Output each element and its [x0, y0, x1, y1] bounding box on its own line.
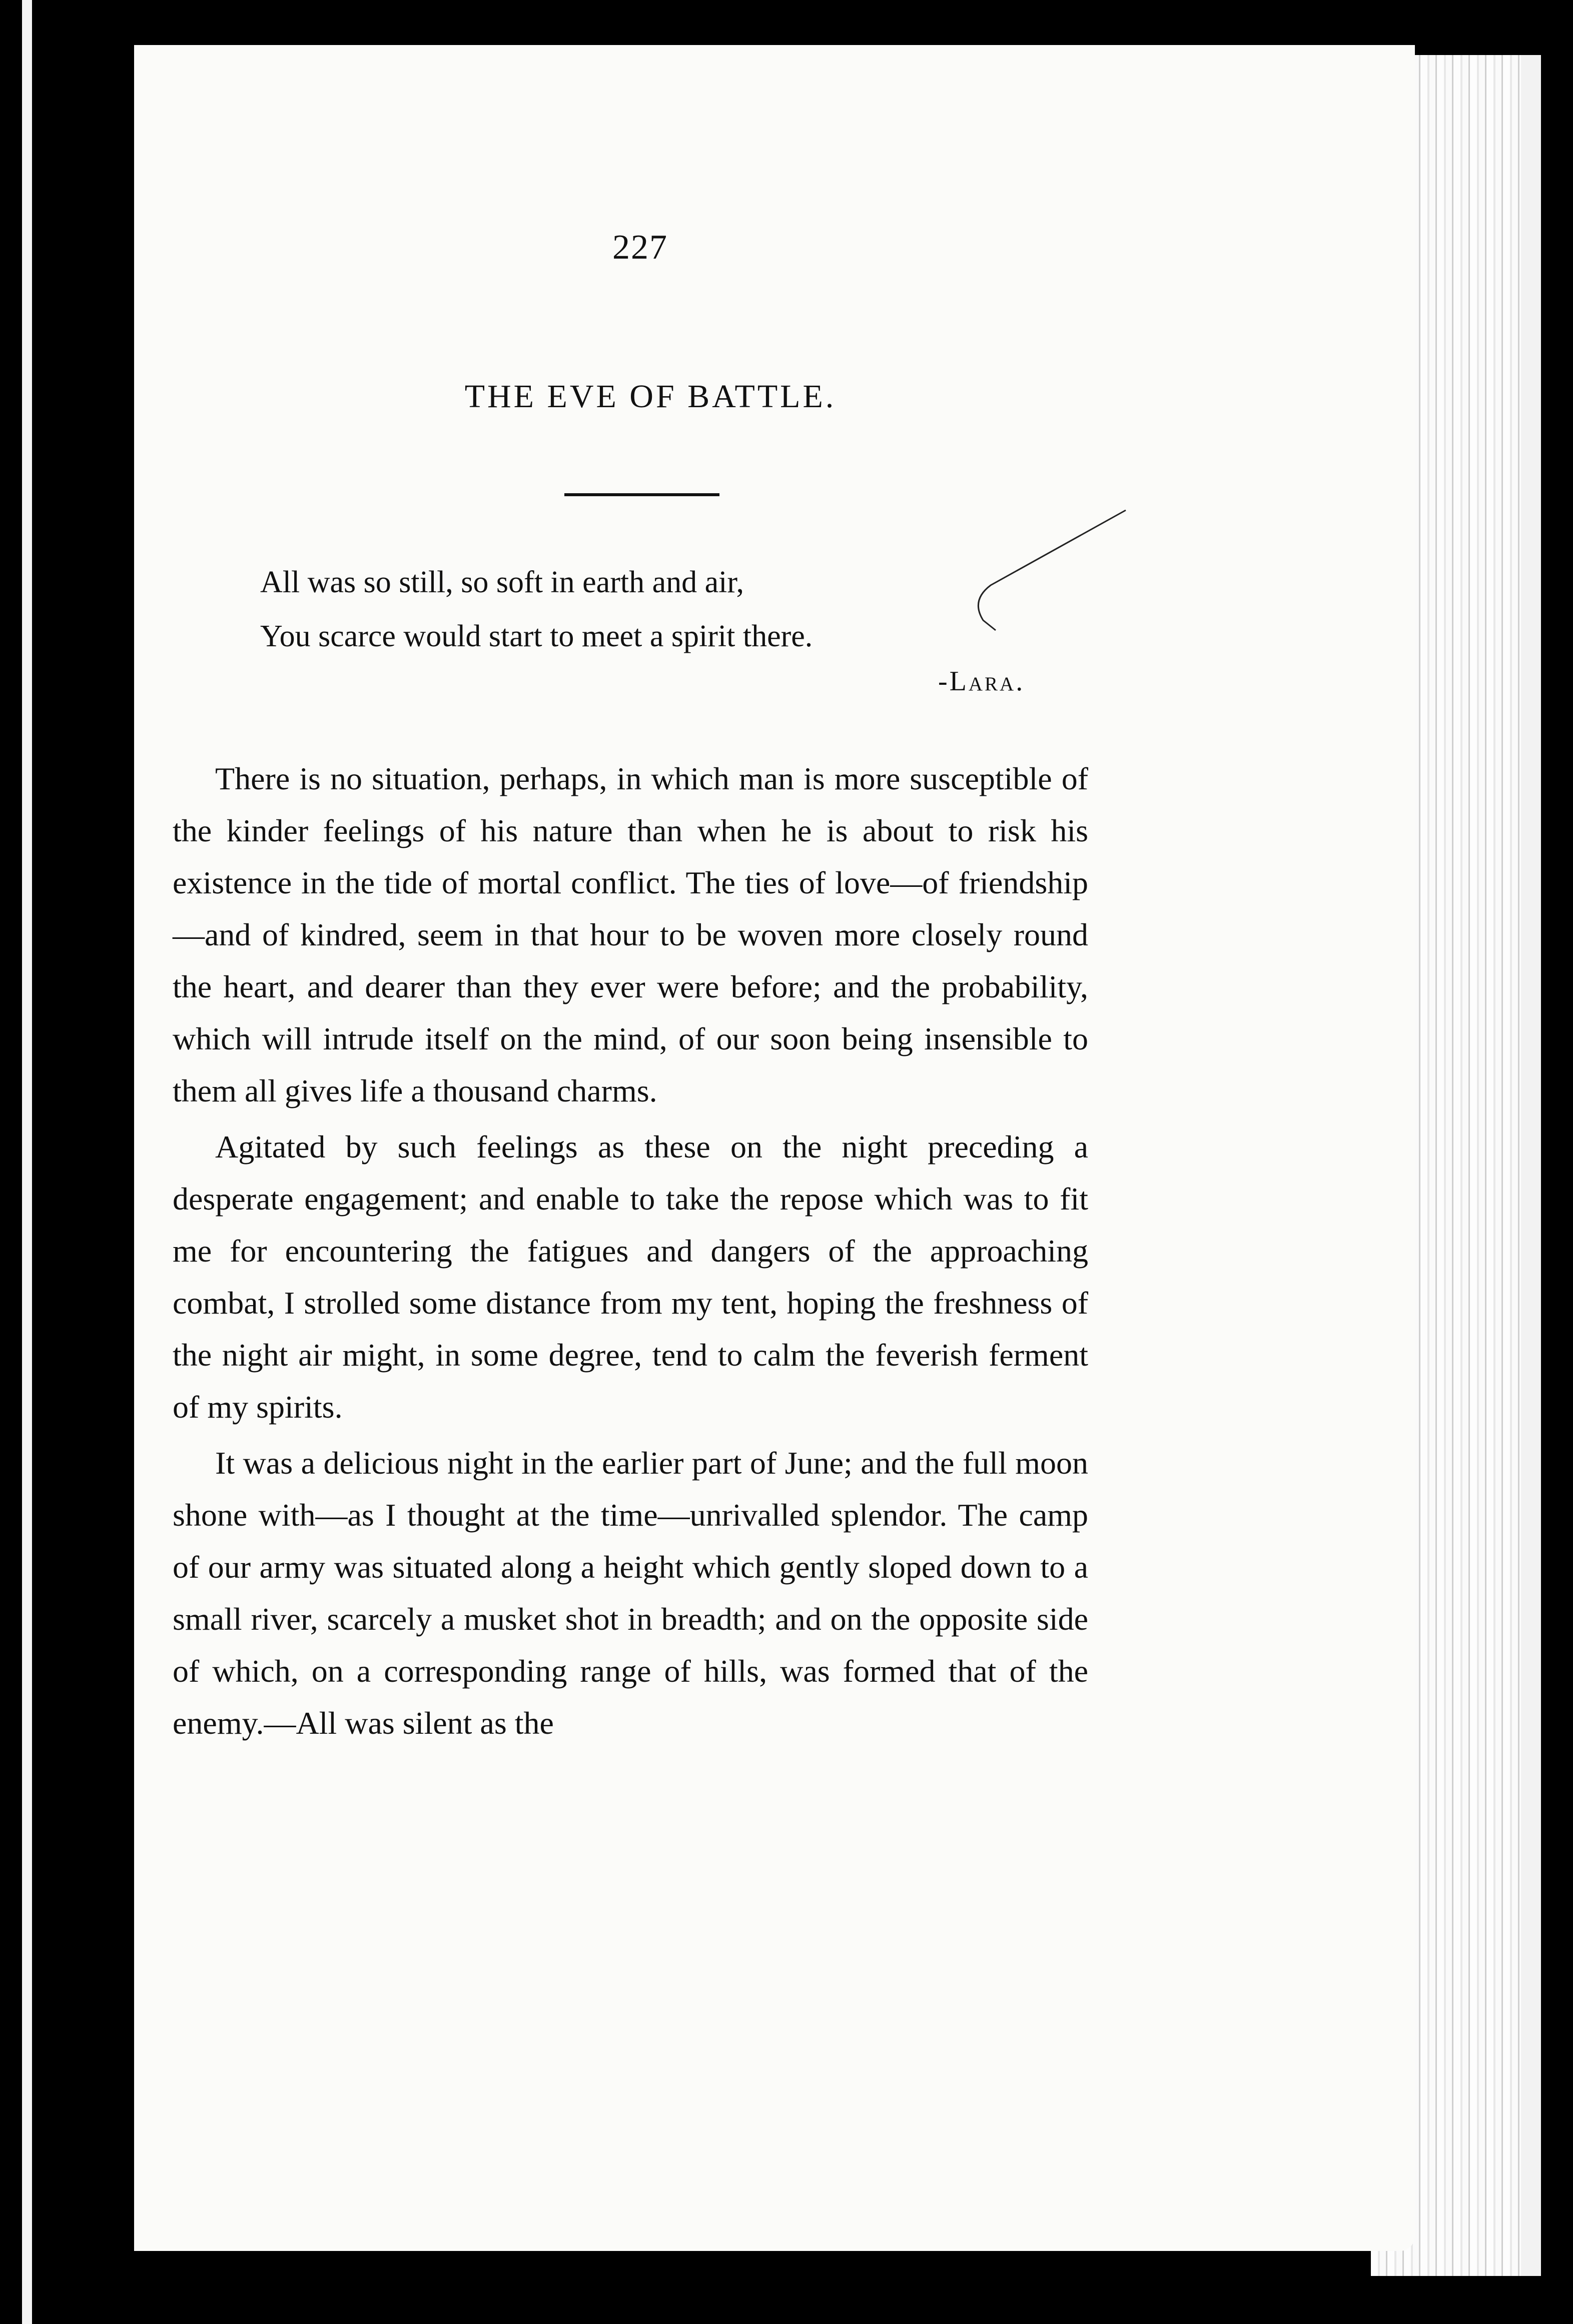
scan-right-border	[1541, 50, 1573, 2324]
chapter-title: THE EVE OF BATTLE.	[464, 378, 837, 415]
body-text	[173, 753, 1088, 1753]
pen-mark	[961, 505, 1136, 650]
paragraph-2: Agitated by such feelings as these on the night preceding a desperate engagement; and enable to take the repose which was to fit me for encountering the fatigues and dangers of the approaching combat, I strolled some distance from my tent, hoping the freshness of the night air might, in some degree, tend to calm the feverish ferment of my spirits.	[173, 1129, 1088, 1425]
epigraph	[260, 555, 813, 663]
page-number: 227	[612, 228, 668, 267]
scan-binding-edge	[22, 0, 32, 2324]
paragraph-1: There is no situation, perhaps, in which man is more susceptible of the kinder feelings of his nature than when he is about to risk his existence in the tide of mortal conflict. The ties of love—of friendship—and of kindred, seem in that hour to be woven more closely round the heart, and dearer than they ever were before; and the probability, which will intrude itself on the mind, of our soon being insensible to them all gives life a thousand charms.	[173, 761, 1088, 1108]
scan-left-border	[0, 0, 134, 2324]
epigraph-attribution: -Lara.	[938, 666, 1025, 697]
epigraph-line-2: You scarce would start to meet a spirit there.	[260, 619, 813, 653]
paragraph-3: It was a delicious night in the earlier part of June; and the full moon shone with—as I thought at the time—unrivalled splendor. The camp of our army was situated along a height which gently sloped down to a small river, scarcely a musket shot in breadth; and on the opposite side of which, on a corresponding range of hills, was formed that of the enemy.—All was silent as the	[173, 1445, 1088, 1741]
epigraph-line-1: All was so still, so soft in earth and air,	[260, 565, 744, 599]
title-rule	[564, 493, 719, 496]
